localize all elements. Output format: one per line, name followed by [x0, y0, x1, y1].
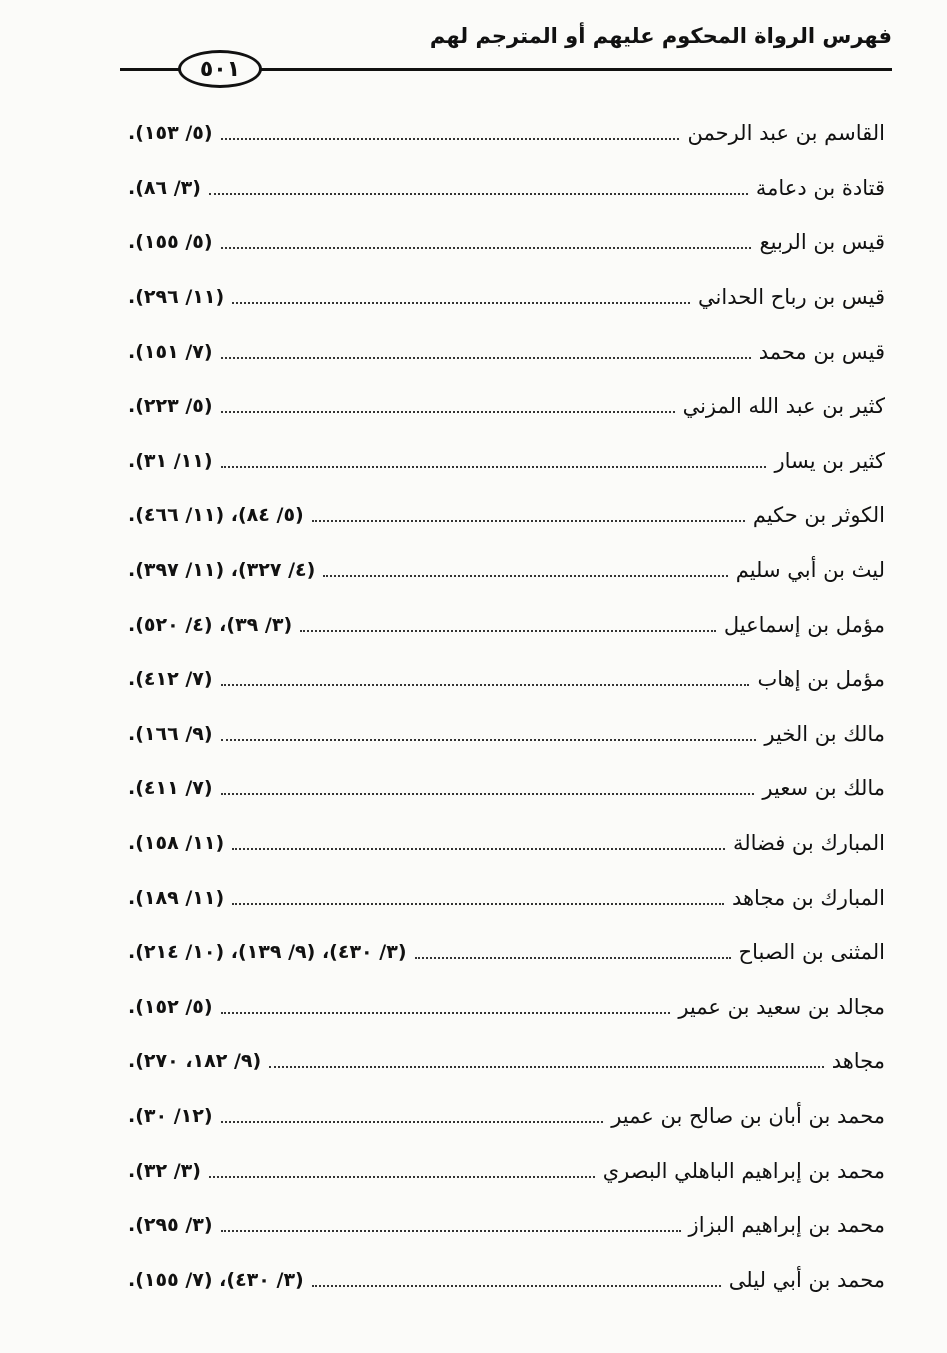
entry-references: (٣/ ٣٩)، (٤/ ٥٢٠). [128, 613, 293, 636]
index-entry [128, 761, 885, 816]
entry-name: المبارك بن فضالة [732, 831, 885, 856]
dot-leader [312, 1285, 721, 1287]
index-entry [128, 1252, 885, 1307]
index-entry [128, 870, 885, 925]
entry-name: مؤمل بن إسماعيل [723, 612, 885, 637]
dot-leader [221, 739, 757, 741]
entry-references: (٤/ ٣٢٧)، (١١/ ٣٩٧). [128, 559, 316, 582]
dot-leader [209, 193, 748, 195]
entry-name: مالك بن الخير [764, 721, 885, 746]
entry-references: (٣/ ٨٦). [128, 176, 201, 199]
entry-references: (٧/ ١٥١). [128, 340, 213, 363]
dot-leader [221, 793, 755, 795]
index-entry [128, 980, 885, 1035]
dot-leader [323, 575, 727, 577]
dot-leader [232, 302, 690, 304]
entry-name: مجاهد [831, 1049, 885, 1074]
dot-leader [221, 466, 767, 468]
index-entry [128, 652, 885, 707]
index-entry [128, 543, 885, 598]
entry-references: (٣/ ٣٢). [128, 1159, 201, 1182]
dot-leader [221, 138, 680, 140]
entry-name: محمد بن أبي ليلى [728, 1267, 885, 1292]
entry-name: مؤمل بن إهاب [757, 667, 885, 692]
entry-name: كثير بن يسار [774, 448, 885, 473]
dot-leader [232, 903, 724, 905]
page-number: ٥٠١ [178, 50, 262, 88]
dot-leader [209, 1176, 595, 1178]
dot-leader [312, 520, 745, 522]
dot-leader [221, 684, 750, 686]
index-entry [128, 1034, 885, 1089]
entry-name: الكوثر بن حكيم [752, 503, 885, 528]
entry-references: (٥/ ٨٤)، (١١/ ٤٦٦). [128, 504, 304, 527]
entry-references: (٣/ ٢٩٥). [128, 1214, 213, 1237]
entry-name: محمد بن أبان بن صالح بن عمير [611, 1103, 885, 1128]
entry-name: مالك بن سعير [762, 776, 885, 801]
dot-leader [300, 630, 716, 632]
index-entry [128, 488, 885, 543]
entry-references: (٥/ ١٥٥). [128, 231, 213, 254]
dot-leader [221, 411, 675, 413]
index-entry [128, 707, 885, 762]
index-entry [128, 324, 885, 379]
index-entry [128, 434, 885, 489]
entry-name: قيس بن محمد [758, 339, 885, 364]
index-entry [128, 1143, 885, 1198]
dot-leader [232, 848, 725, 850]
index-entry [128, 1089, 885, 1144]
entry-references: (١١/ ١٥٨). [128, 832, 225, 855]
entry-name: ليث بن أبي سليم [735, 558, 885, 583]
entry-references: (٣/ ٤٣٠)، (٩/ ١٣٩)، (١٠/ ٢١٤). [128, 941, 407, 964]
entry-name: المثنى بن الصباح [738, 940, 885, 965]
page-title: فهرس الرواة المحكوم عليهم أو المترجم لهم [429, 24, 892, 48]
index-entry [128, 379, 885, 434]
index-entry [128, 925, 885, 980]
entry-name: القاسم بن عبد الرحمن [687, 121, 885, 146]
entry-name: محمد بن إبراهيم الباهلي البصري [602, 1158, 885, 1183]
entry-references: (١١/ ٣١). [128, 449, 213, 472]
entry-name: محمد بن إبراهيم البزاز [688, 1213, 885, 1238]
entry-references: (٧/ ٤١١). [128, 777, 213, 800]
index-entry [128, 161, 885, 216]
index-entry [128, 1198, 885, 1253]
dot-leader [221, 1230, 681, 1232]
index-entry [128, 816, 885, 871]
entry-name: قيس بن الربيع [759, 230, 885, 255]
entry-references: (٩/ ١٦٦). [128, 722, 213, 745]
entry-name: قيس بن رباح الحداني [698, 285, 885, 310]
entry-references: (٥/ ١٥٢). [128, 995, 213, 1018]
index-entry [128, 597, 885, 652]
dot-leader [221, 1121, 604, 1123]
entry-references: (٩/ ١٨٢، ٢٧٠). [128, 1050, 262, 1073]
entry-name: مجالد بن سعيد بن عمير [678, 994, 885, 1019]
entry-references: (١٢/ ٣٠). [128, 1104, 213, 1127]
entry-references: (٥/ ٢٢٣). [128, 395, 213, 418]
entry-references: (٣/ ٤٣٠)، (٧/ ١٥٥). [128, 1268, 304, 1291]
entry-name: قتادة بن دعامة [755, 175, 885, 200]
entry-references: (١١/ ٢٩٦). [128, 286, 225, 309]
dot-leader [221, 357, 751, 359]
entry-references: (٥/ ١٥٣). [128, 122, 213, 145]
dot-leader [221, 247, 752, 249]
entry-references: (١١/ ١٨٩). [128, 886, 225, 909]
index-entry [128, 215, 885, 270]
entry-name: المبارك بن مجاهد [731, 885, 885, 910]
dot-leader [415, 957, 731, 959]
dot-leader [269, 1066, 823, 1068]
entry-name: كثير بن عبد الله المزني [682, 394, 885, 419]
dot-leader [221, 1012, 671, 1014]
index-entry [128, 270, 885, 325]
entry-references: (٧/ ٤١٢). [128, 668, 213, 691]
index-entries [128, 106, 885, 1307]
index-entry [128, 106, 885, 161]
